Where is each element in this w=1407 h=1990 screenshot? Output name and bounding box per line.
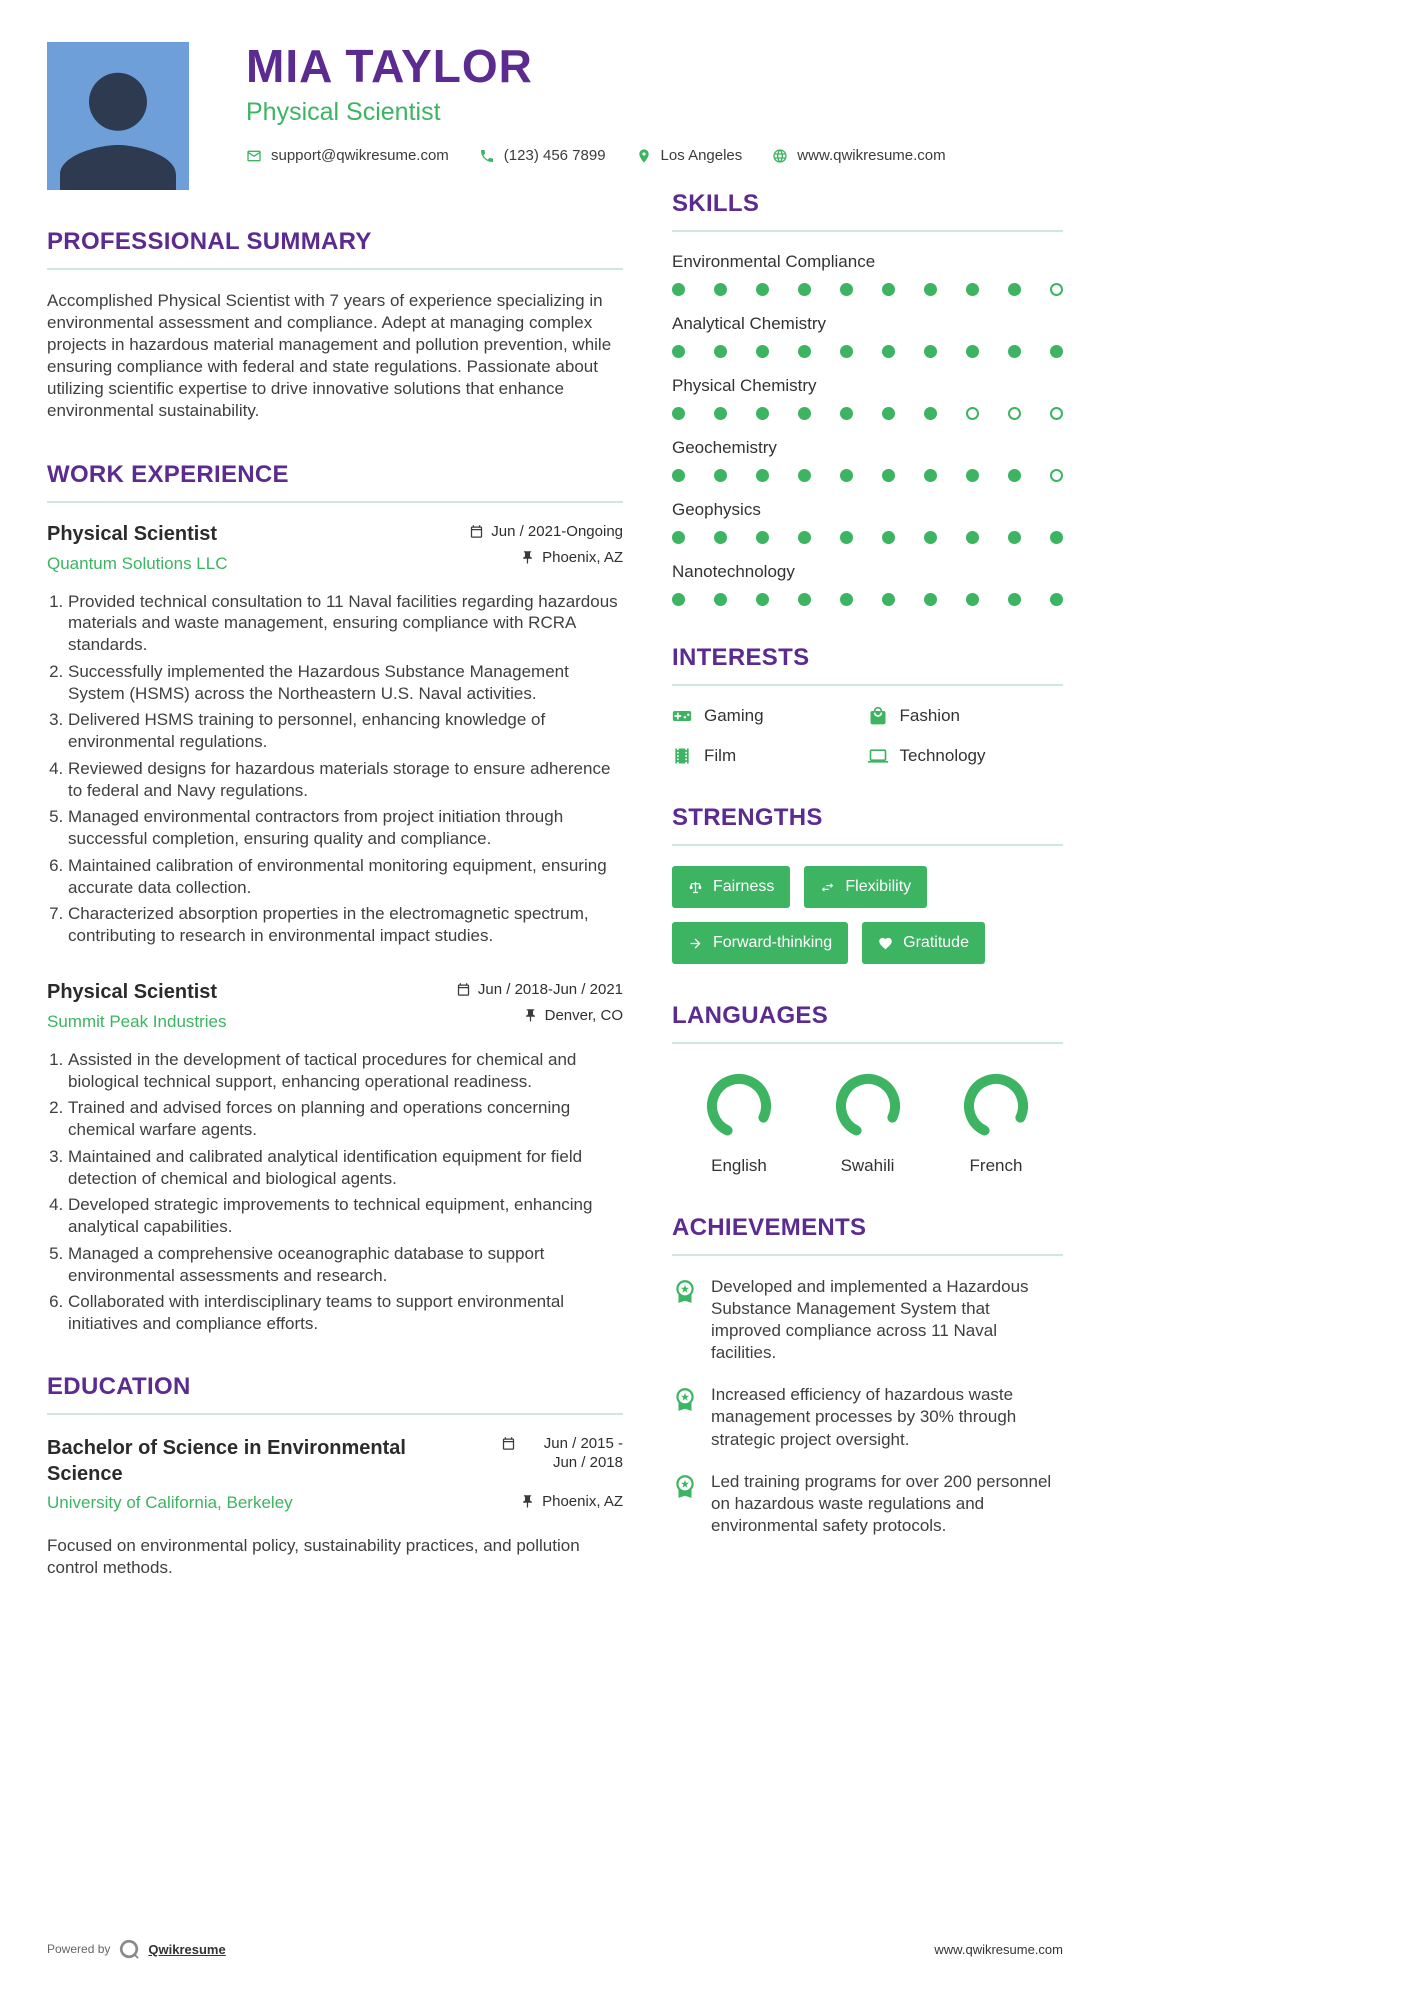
education-meta <box>501 1435 623 1487</box>
pushpin-icon <box>523 1008 538 1023</box>
job-bullet: 5. Managed a comprehensive oceanographic database to support environmental assessments and research. <box>68 1243 623 1287</box>
skill-dot-filled <box>798 593 811 606</box>
contact-row <box>246 147 946 164</box>
skill-dot-filled <box>882 345 895 358</box>
arrow-right-icon <box>688 936 703 951</box>
person-icon <box>47 42 189 190</box>
skill-dots <box>672 469 1063 482</box>
heart-icon <box>878 936 893 951</box>
strength-label: Gratitude <box>903 934 969 951</box>
job-bullet: 5. Managed environmental contractors from project initiation through successful completion, ensuring quality and compliance. <box>68 806 623 850</box>
pushpin-icon <box>520 550 535 565</box>
skill-name: Environmental Compliance <box>672 252 876 271</box>
skill-dot-filled <box>714 469 727 482</box>
job-bullet: 3. Maintained and calibrated analytical identification equipment for field detection of chemical and biological agents. <box>68 1146 623 1190</box>
skill-dot-filled <box>714 283 727 296</box>
skill-dot-filled <box>966 593 979 606</box>
skill-dot-filled <box>756 407 769 420</box>
job-bullet: 3. Delivered HSMS training to personnel, enhancing knowledge of environmental regulations. <box>68 709 623 753</box>
strength-label: Fairness <box>713 878 775 895</box>
skill-dot-filled <box>756 345 769 358</box>
medal-icon <box>672 1278 698 1304</box>
powered-by-text: Powered by <box>47 1942 111 1956</box>
skill-dot-filled <box>966 469 979 482</box>
contact-website[interactable] <box>772 147 945 164</box>
skill-dot-filled <box>924 593 937 606</box>
skill-dot-filled <box>924 283 937 296</box>
right-column <box>672 190 1063 1579</box>
skill-dot-filled <box>966 345 979 358</box>
skill-dot-filled <box>882 531 895 544</box>
strength-chip <box>672 922 848 964</box>
job-meta <box>469 523 623 575</box>
interest-item <box>868 746 1064 766</box>
education-location-text: Phoenix, AZ <box>542 1492 623 1510</box>
skill-dot-filled <box>672 593 685 606</box>
film-icon <box>672 746 692 766</box>
skill-dot-filled <box>924 531 937 544</box>
skill-dots <box>672 345 1063 358</box>
left-column <box>47 190 623 1579</box>
skill-dot-filled <box>1050 593 1063 606</box>
skill-dot-empty <box>1050 283 1063 296</box>
job-date <box>469 523 623 540</box>
contact-email[interactable] <box>246 147 449 164</box>
skill-dot-filled <box>966 531 979 544</box>
job-head-left <box>47 523 228 575</box>
job-bullet: 6. Collaborated with interdisciplinary teams to support environmental initiatives and compliance efforts. <box>68 1291 623 1335</box>
skill-dot-filled <box>924 469 937 482</box>
summary-section <box>47 228 623 423</box>
achievements-section <box>672 1214 1063 1537</box>
achievement-text: Developed and implemented a Hazardous Substance Management System that improved compliance across 11 Naval facilities. <box>711 1277 1029 1363</box>
skill-dot-filled <box>840 593 853 606</box>
name: MIA TAYLOR <box>246 40 533 92</box>
job-date-text: Jun / 2021-Ongoing <box>491 522 623 540</box>
summary-text: Accomplished Physical Scientist with 7 years of experience specializing in environmental assessment and compliance. Adept at managing complex projects in hazardous material management and pollution prevention, while ensuring compliance with federal and state regulations. Passionate about utilizing scientific expertise to drive innovative solutions that enhance environmental sustainability. <box>47 291 612 421</box>
education-location <box>520 1493 623 1510</box>
contact-location <box>636 147 743 164</box>
skill-dot-filled <box>672 283 685 296</box>
skills-section <box>672 190 1063 606</box>
job-bullet: 1. Assisted in the development of tactical procedures for chemical and biological technical support, enhancing operational readiness. <box>68 1049 623 1093</box>
skill-dot-empty <box>1050 469 1063 482</box>
job-bullet: 2. Successfully implemented the Hazardous Substance Management System (HSMS) across the Northeastern U.S. Naval activities. <box>68 661 623 705</box>
skill-dot-filled <box>798 531 811 544</box>
skill-dot-filled <box>966 283 979 296</box>
skill-dot-filled <box>714 531 727 544</box>
content-columns <box>47 190 1063 1579</box>
language-ring <box>832 1070 904 1142</box>
interest-item <box>672 746 868 766</box>
skill-row <box>672 314 1063 358</box>
skill-dot-filled <box>798 407 811 420</box>
skill-dot-filled <box>798 283 811 296</box>
work-section <box>47 461 623 1335</box>
interest-label: Gaming <box>704 706 764 725</box>
skill-dot-filled <box>882 469 895 482</box>
education-row2 <box>47 1493 623 1519</box>
interest-label: Fashion <box>899 706 960 725</box>
achievement-item <box>672 1471 1063 1537</box>
education-school: University of California, Berkeley <box>47 1492 293 1512</box>
contact-phone[interactable] <box>479 147 606 164</box>
medal-icon <box>672 1386 698 1412</box>
skill-dots <box>672 593 1063 606</box>
skill-dot-filled <box>924 407 937 420</box>
achievement-text: Led training programs for over 200 personnel on hazardous waste regulations and environmental safety protocols. <box>711 1471 1052 1535</box>
skill-name: Geochemistry <box>672 438 777 457</box>
skill-dot-filled <box>840 345 853 358</box>
job-title: Physical Scientist <box>47 980 218 1003</box>
contact-website-text: www.qwikresume.com <box>797 147 946 165</box>
job-location <box>456 1007 623 1024</box>
language-item <box>680 1070 798 1176</box>
strength-chip <box>862 922 985 964</box>
skill-row <box>672 252 1063 296</box>
strength-chip <box>672 866 790 908</box>
skill-dot-filled <box>1050 345 1063 358</box>
language-ring <box>960 1070 1032 1142</box>
skill-dot-filled <box>1008 345 1021 358</box>
skill-dot-filled <box>714 407 727 420</box>
header <box>47 42 1063 190</box>
ring-chart <box>960 1070 1032 1142</box>
achievement-text: Increased efficiency of hazardous waste management processes by 30% through strategic project oversight. <box>711 1385 1017 1449</box>
interests-section <box>672 644 1063 766</box>
strengths-section <box>672 804 1063 964</box>
languages-section <box>672 1002 1063 1176</box>
languages-list <box>672 1064 1063 1176</box>
skill-dot-filled <box>882 593 895 606</box>
work-heading: WORK EXPERIENCE <box>47 461 623 503</box>
skill-dot-filled <box>672 531 685 544</box>
job-date-text: Jun / 2018-Jun / 2021 <box>477 980 623 998</box>
skill-name: Geophysics <box>672 500 761 519</box>
contact-phone-text: (123) 456 7899 <box>503 147 606 165</box>
achievement-item <box>672 1276 1063 1364</box>
calendar-icon <box>469 524 484 539</box>
skill-dot-filled <box>1008 593 1021 606</box>
skill-dot-filled <box>756 531 769 544</box>
skill-dot-empty <box>1008 407 1021 420</box>
language-item <box>809 1070 927 1176</box>
skill-name: Nanotechnology <box>672 562 795 581</box>
skill-dot-filled <box>840 283 853 296</box>
strength-label: Flexibility <box>845 878 912 895</box>
job-date <box>456 981 623 998</box>
skill-dot-empty <box>1050 407 1063 420</box>
job-head <box>47 523 623 575</box>
skill-row <box>672 438 1063 482</box>
education-degree: Bachelor of Science in Environmental Science <box>47 1436 406 1485</box>
strength-label: Forward-thinking <box>713 934 833 951</box>
job-title: Physical Scientist <box>246 98 441 127</box>
skill-row <box>672 500 1063 544</box>
skill-name: Analytical Chemistry <box>672 314 826 333</box>
skill-dot-empty <box>966 407 979 420</box>
languages-heading: LANGUAGES <box>672 1002 1063 1044</box>
job-head-left <box>47 981 227 1033</box>
skill-dot-filled <box>672 345 685 358</box>
summary-heading: PROFESSIONAL SUMMARY <box>47 228 623 270</box>
job-bullet: 6. Maintained calibration of environmental monitoring equipment, ensuring accurate data collection. <box>68 855 623 899</box>
skill-dot-filled <box>672 407 685 420</box>
skill-dot-filled <box>1008 283 1021 296</box>
pushpin-icon <box>520 1494 535 1509</box>
strength-chips <box>672 866 1063 964</box>
qwikresume-logo-icon <box>118 1938 140 1960</box>
location-pin-icon <box>636 148 652 164</box>
achievements-heading: ACHIEVEMENTS <box>672 1214 1063 1256</box>
gamepad-icon <box>672 706 692 726</box>
ring-chart <box>703 1070 775 1142</box>
footer-branding <box>47 1938 226 1960</box>
interests-heading: INTERESTS <box>672 644 1063 686</box>
job-bullet: 2. Trained and advised forces on planning and operations concerning chemical warfare agents. <box>68 1097 623 1141</box>
skill-dots <box>672 407 1063 420</box>
skill-dot-filled <box>882 283 895 296</box>
job-bullet: 7. Characterized absorption properties in the electromagnetic spectrum, contributing to research in environmental impact studies. <box>68 903 623 947</box>
job-company: Summit Peak Industries <box>47 1011 227 1031</box>
skill-dot-filled <box>1008 531 1021 544</box>
skill-row <box>672 376 1063 420</box>
skill-dot-filled <box>1050 531 1063 544</box>
strength-chip <box>804 866 927 908</box>
footer <box>47 1938 1063 1960</box>
job-company: Quantum Solutions LLC <box>47 553 228 573</box>
interests-grid <box>672 706 1063 766</box>
education-head <box>47 1435 623 1487</box>
job-meta <box>456 981 623 1033</box>
education-description: Focused on environmental policy, sustainability practices, and pollution control methods. <box>47 1535 580 1577</box>
skill-dot-filled <box>840 469 853 482</box>
language-label: English <box>711 1156 767 1175</box>
globe-icon <box>772 148 788 164</box>
interest-item <box>868 706 1064 726</box>
education-date <box>501 1435 623 1473</box>
shopping-bag-icon <box>868 706 888 726</box>
job-location <box>469 549 623 566</box>
calendar-icon <box>501 1436 516 1451</box>
job-location-text: Denver, CO <box>544 1006 623 1024</box>
skill-name: Physical Chemistry <box>672 376 817 395</box>
skill-dot-filled <box>1008 469 1021 482</box>
header-info <box>246 42 946 164</box>
job-bullet: 4. Reviewed designs for hazardous materials storage to ensure adherence to federal and Navy regulations. <box>68 758 623 802</box>
skill-dot-filled <box>756 283 769 296</box>
skill-dot-filled <box>798 469 811 482</box>
job-bullets <box>68 591 623 947</box>
job-entry <box>47 981 623 1335</box>
ring-chart <box>832 1070 904 1142</box>
skill-dot-filled <box>798 345 811 358</box>
job-head <box>47 981 623 1033</box>
strengths-heading: STRENGTHS <box>672 804 1063 846</box>
language-label: Swahili <box>840 1156 895 1175</box>
skill-dots <box>672 283 1063 296</box>
scales-icon <box>688 880 703 895</box>
job-entry <box>47 523 623 947</box>
skills-heading: SKILLS <box>672 190 1063 232</box>
interest-item <box>672 706 868 726</box>
job-bullet: 4. Developed strategic improvements to technical equipment, enhancing analytical capabilities. <box>68 1194 623 1238</box>
interest-label: Technology <box>899 746 986 765</box>
interest-label: Film <box>704 746 737 765</box>
skill-dot-filled <box>924 345 937 358</box>
contact-email-text: support@qwikresume.com <box>271 147 449 165</box>
skill-dot-filled <box>756 593 769 606</box>
skill-dot-filled <box>840 407 853 420</box>
phone-icon <box>479 148 495 164</box>
job-bullet: 1. Provided technical consultation to 11 Naval facilities regarding hazardous materials and waste management, ensuring compliance with RCRA standards. <box>68 591 623 656</box>
skill-dot-filled <box>756 469 769 482</box>
education-section <box>47 1373 623 1579</box>
skill-row <box>672 562 1063 606</box>
laptop-icon <box>868 746 888 766</box>
language-item <box>937 1070 1055 1176</box>
job-title: Physical Scientist <box>47 522 218 545</box>
mail-icon <box>246 148 262 164</box>
medal-icon <box>672 1473 698 1499</box>
achievement-item <box>672 1384 1063 1450</box>
job-bullets <box>68 1049 623 1335</box>
qwikresume-link[interactable]: Qwikresume <box>148 1941 226 1957</box>
footer-website: www.qwikresume.com <box>934 1941 1063 1957</box>
skill-dot-filled <box>672 469 685 482</box>
skill-dots <box>672 531 1063 544</box>
language-label: French <box>969 1156 1023 1175</box>
profile-photo <box>47 42 189 190</box>
job-location-text: Phoenix, AZ <box>542 548 623 566</box>
skill-dot-filled <box>840 531 853 544</box>
education-date-text: Jun / 2015 - Jun / 2018 <box>543 1434 623 1471</box>
left-right-arrow-icon <box>820 880 835 895</box>
skill-dot-filled <box>882 407 895 420</box>
contact-location-text: Los Angeles <box>660 147 743 165</box>
education-heading: EDUCATION <box>47 1373 623 1415</box>
skill-dot-filled <box>714 593 727 606</box>
skill-dot-filled <box>714 345 727 358</box>
language-ring <box>703 1070 775 1142</box>
calendar-icon <box>456 982 471 997</box>
